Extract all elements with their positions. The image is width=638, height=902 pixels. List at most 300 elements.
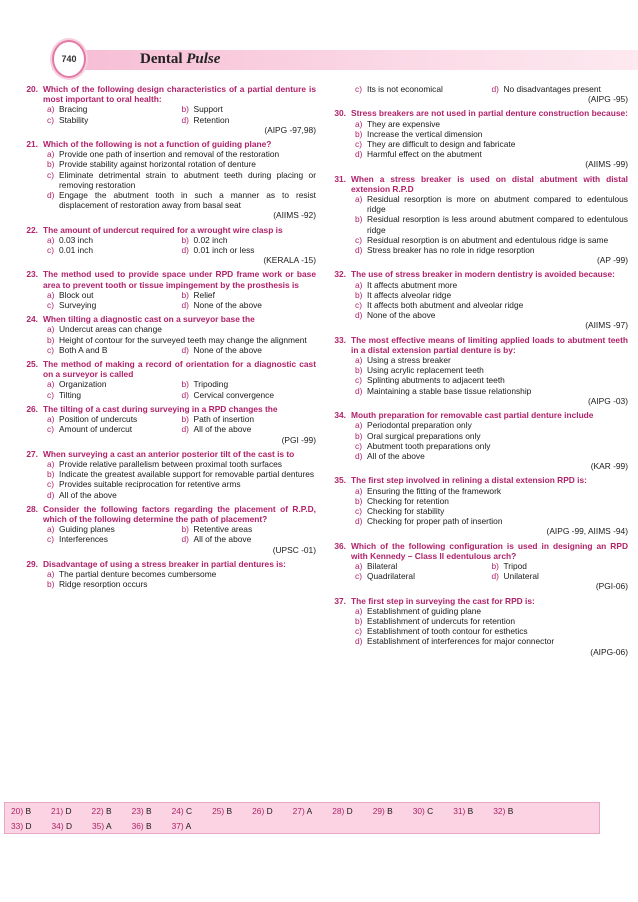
option-letter: c) — [355, 440, 362, 451]
answer-number: 35) — [92, 820, 105, 831]
option — [47, 345, 182, 355]
option-text: Tripod — [503, 560, 527, 571]
question-text: Disadvantage of using a stress breaker in partial dentures is: — [43, 558, 286, 569]
answer-cell — [86, 806, 112, 816]
answer-value: B — [507, 805, 514, 816]
page-header — [0, 38, 638, 78]
option — [351, 149, 628, 159]
question-text: The use of stress breaker in modern dentistry is avoided because: — [351, 269, 615, 280]
exam-source: (AP -99) — [596, 255, 628, 266]
answer-cell — [126, 806, 152, 816]
option — [355, 561, 492, 571]
question-text: The amount of undercut required for a wrought wire clasp is — [43, 224, 283, 235]
option-letter: b) — [47, 469, 55, 480]
option — [355, 84, 492, 94]
option-text: 0.03 inch — [59, 234, 93, 245]
question-text: The first step in surveying the cast for RPD is: — [351, 595, 535, 606]
option — [47, 235, 182, 245]
question-body — [43, 225, 316, 266]
option-text: It affects both abutment and alveolar ridge — [367, 300, 524, 311]
question-body — [351, 335, 628, 406]
question-body — [43, 504, 316, 555]
option — [351, 441, 628, 451]
question-text: The first step involved in relining a distal extension RPD is: — [351, 475, 587, 486]
option-text: Its is not economical — [367, 84, 443, 94]
option — [351, 300, 628, 310]
option-text: Establishment of tooth contour for esthetics — [367, 626, 528, 637]
option — [351, 451, 628, 461]
answer-row — [5, 818, 599, 833]
option-text: It affects alveolar ridge — [367, 289, 452, 300]
option-text: The partial denture becomes cumbersome — [59, 568, 217, 579]
option-letter: b) — [47, 579, 55, 590]
question-item — [324, 84, 628, 104]
option-letter: c) — [355, 626, 362, 637]
question-text: The method of making a record of orientation for a diagnostic cast on a surveyor is called — [43, 359, 316, 380]
option-text: Eliminate detrimental strain to abutment teeth during placing or removing restoration — [59, 169, 316, 190]
answer-value: B — [387, 805, 393, 816]
option-letter: c) — [47, 245, 54, 256]
answer-value: A — [105, 820, 112, 831]
question-body — [43, 314, 316, 355]
option-text: No disadvantages present — [503, 84, 601, 94]
page-number: 740 — [61, 54, 77, 64]
option-text: Provide one path of insertion and removal of the restoration — [59, 149, 280, 160]
option — [47, 524, 182, 534]
question-number: 36. — [334, 540, 346, 551]
option-text: Ensuring the fitting of the framework — [367, 485, 502, 496]
option — [351, 365, 628, 375]
question-item — [16, 269, 316, 310]
answer-number: 33) — [11, 820, 24, 831]
option-text: They are expensive — [367, 118, 441, 129]
exam-source: (AIIMS -97) — [585, 320, 628, 331]
option — [351, 606, 628, 616]
question-body — [43, 84, 316, 135]
question-body — [351, 269, 628, 330]
exam-source: (AIPG -95) — [587, 94, 628, 105]
answer-cell — [126, 821, 152, 831]
option-row — [43, 104, 316, 114]
question-item — [16, 139, 316, 221]
option-text: Unilateral — [503, 571, 539, 582]
option-text: Tripoding — [193, 379, 229, 390]
option — [351, 129, 628, 139]
answer-value: C — [427, 805, 434, 816]
option-text: Tilting — [59, 389, 82, 400]
option-text: Provide stability against horizontal rotation of denture — [59, 159, 256, 170]
option-text: Ridge resorption occurs — [59, 579, 148, 590]
question-number: 29. — [26, 558, 38, 569]
option-row — [43, 390, 316, 400]
answer-number: 37) — [171, 820, 184, 831]
option — [492, 84, 629, 94]
option — [182, 300, 317, 310]
option-text: Increase the vertical dimension — [367, 128, 483, 139]
option-text: Path of insertion — [193, 414, 255, 425]
option-row — [43, 345, 316, 355]
question-body — [43, 359, 316, 400]
option-letter: c) — [355, 571, 362, 582]
question-text: Consider the following factors regarding the placement of R.P.D, which of the following determine the path of placement? — [43, 503, 316, 524]
answer-value: B — [467, 805, 474, 816]
option — [351, 626, 628, 636]
answer-cell — [86, 821, 112, 831]
option-row — [43, 379, 316, 389]
option-text: Stress breaker has no role in ridge resorption — [367, 245, 535, 256]
option-letter: b) — [355, 289, 363, 300]
question-body — [43, 404, 316, 445]
option — [43, 479, 316, 489]
option-text: Both A and B — [59, 344, 108, 355]
option-text: Checking for retention — [367, 495, 449, 506]
question-body — [43, 139, 316, 221]
question-item — [16, 504, 316, 555]
option-letter: c) — [47, 114, 54, 125]
question-item — [16, 84, 316, 135]
question-body — [351, 84, 628, 104]
option — [43, 335, 316, 345]
option-letter: b) — [355, 128, 363, 139]
question-body — [43, 449, 316, 500]
option-letter: c) — [355, 84, 362, 94]
option-text: Establishment of interferences for major connector — [367, 636, 555, 647]
option-row — [351, 84, 628, 94]
option-row — [351, 571, 628, 581]
option — [43, 469, 316, 479]
option-text: Height of contour for the surveyed teeth may change the alignment — [59, 334, 307, 345]
answer-cell — [287, 806, 313, 816]
question-item — [324, 174, 628, 266]
exam-source: (AIPG -97,98) — [264, 124, 316, 135]
option-letter: d) — [491, 84, 499, 94]
option-letter: d) — [491, 571, 499, 582]
option — [182, 235, 317, 245]
answer-value: D — [65, 805, 72, 816]
option-letter: a) — [355, 194, 363, 205]
option — [182, 534, 317, 544]
option — [43, 490, 316, 500]
option-letter: c) — [47, 389, 54, 400]
option-text: Bracing — [59, 104, 88, 115]
option — [47, 245, 182, 255]
option-letter: d) — [355, 636, 363, 647]
option — [43, 569, 316, 579]
option-letter: c) — [355, 234, 362, 245]
option-letter: b) — [181, 379, 189, 390]
option-text: Position of undercuts — [59, 414, 138, 425]
option-letter: a) — [355, 420, 363, 431]
option-letter: d) — [355, 310, 363, 321]
question-item — [16, 449, 316, 500]
option-letter: c) — [355, 300, 362, 311]
option-text: Maintaining a stable base tissue relationship — [367, 385, 532, 396]
option — [351, 194, 628, 214]
exam-source: (KAR -99) — [590, 461, 628, 472]
option — [351, 235, 628, 245]
option-text: 0.01 inch — [59, 245, 93, 256]
answer-value: D — [25, 820, 32, 831]
question-item — [324, 475, 628, 536]
option — [43, 324, 316, 334]
option-text: 0.01 inch or less — [193, 245, 255, 256]
option — [182, 345, 317, 355]
option-letter: a) — [47, 379, 55, 390]
answer-cell — [166, 806, 193, 816]
question-body — [43, 559, 316, 590]
answer-value: D — [65, 820, 72, 831]
question-item — [324, 541, 628, 592]
option-text: Splinting abutments to adjacent teeth — [367, 375, 505, 386]
option — [47, 300, 182, 310]
option — [43, 149, 316, 159]
question-body — [351, 541, 628, 592]
right-column — [324, 84, 628, 661]
option-letter: d) — [181, 245, 189, 256]
question-item — [324, 269, 628, 330]
option — [351, 355, 628, 365]
option-row — [43, 245, 316, 255]
option — [47, 534, 182, 544]
option — [47, 424, 182, 434]
answer-value: A — [185, 820, 192, 831]
option-letter: b) — [181, 414, 189, 425]
option — [43, 170, 316, 190]
question-text: When tilting a diagnostic cast on a surveyor base the — [43, 314, 255, 325]
answer-row — [5, 803, 599, 818]
option-letter: b) — [355, 615, 363, 626]
option-text: Amount of undercut — [59, 424, 133, 435]
option — [351, 375, 628, 385]
exam-source: (UPSC -01) — [272, 544, 316, 555]
question-number: 20. — [26, 84, 38, 94]
option-letter: c) — [47, 300, 54, 311]
answer-key — [4, 802, 600, 834]
answer-value: B — [146, 805, 152, 816]
question-body — [351, 475, 628, 536]
answer-cell — [487, 806, 513, 816]
answer-value: D — [346, 805, 353, 816]
answer-number: 30) — [412, 805, 425, 816]
question-number: 35. — [334, 475, 346, 486]
question-number: 22. — [26, 224, 38, 235]
question-number: 33. — [334, 334, 346, 345]
question-item — [324, 596, 628, 657]
option-text: Retention — [193, 114, 230, 125]
option — [351, 486, 628, 496]
option-text: Provides suitable reciprocation for retentive arms — [59, 479, 241, 490]
answer-value: B — [105, 805, 112, 816]
question-body — [43, 269, 316, 310]
answer-value: D — [266, 805, 273, 816]
answer-number: 20) — [11, 805, 24, 816]
option-row — [43, 115, 316, 125]
answer-cell — [447, 806, 473, 816]
page-number-badge — [52, 40, 86, 78]
option — [351, 386, 628, 396]
question-text: Which of the following configuration is used in designing an RPD with Kennedy – Class II edentulous arch? — [351, 540, 628, 561]
option-text: None of the above — [193, 300, 262, 311]
option-letter: b) — [181, 234, 189, 245]
question-text: The method used to provide space under RPD frame work or base area to prevent tooth or tissue impingement by the prosthesis is — [43, 269, 316, 290]
option — [47, 115, 182, 125]
option — [47, 390, 182, 400]
option-letter: a) — [355, 279, 363, 290]
answer-number: 26) — [252, 805, 265, 816]
option-letter: a) — [47, 234, 55, 245]
option-text: Checking for stability — [367, 505, 445, 516]
option-row — [351, 561, 628, 571]
question-number: 21. — [26, 139, 38, 150]
question-body — [351, 596, 628, 657]
option-letter: a) — [47, 324, 55, 335]
question-number: 26. — [26, 403, 38, 414]
answer-cell — [166, 821, 192, 831]
option — [182, 245, 317, 255]
answer-number: 36) — [131, 820, 144, 831]
option — [351, 290, 628, 300]
question-text: Stress breakers are not used in partial denture construction because: — [351, 108, 628, 119]
option-letter: b) — [181, 289, 189, 300]
option-text: Retentive areas — [193, 524, 253, 535]
question-text: Which of the following is not a function of guiding plane? — [43, 139, 272, 150]
option-text: Using acrylic replacement teeth — [367, 365, 484, 376]
answer-number: 24) — [171, 805, 184, 816]
option-letter: c) — [47, 534, 54, 545]
option-letter: c) — [47, 424, 54, 435]
option-letter: d) — [181, 114, 189, 125]
answer-cell — [367, 806, 393, 816]
question-text: The most effective means of limiting applied loads to abutment teeth in a distal extension partial denture is by: — [351, 334, 628, 355]
option-letter: d) — [181, 424, 189, 435]
question-number: 23. — [26, 269, 38, 280]
option-letter: a) — [355, 118, 363, 129]
question-item — [324, 410, 628, 471]
option-letter: a) — [355, 560, 363, 571]
exam-source: (KERALA -15) — [263, 255, 316, 266]
option-text: None of the above — [193, 344, 262, 355]
option — [43, 190, 316, 210]
option-text: Checking for proper path of insertion — [367, 516, 503, 527]
answer-number: 29) — [372, 805, 385, 816]
answer-number: 27) — [292, 805, 305, 816]
option-letter: d) — [355, 385, 363, 396]
option — [182, 104, 317, 114]
option-text: Engage the abutment tooth in such a manner as to resist displacement of restoration away from basal seat — [59, 190, 316, 211]
option-letter: d) — [181, 534, 189, 545]
option-text: Periodontal preparation only — [367, 420, 472, 431]
answer-number: 22) — [91, 805, 104, 816]
option — [43, 159, 316, 169]
left-column — [16, 84, 316, 593]
option — [47, 290, 182, 300]
answer-number: 32) — [493, 805, 506, 816]
question-number: 28. — [26, 503, 38, 514]
option-text: Establishment of guiding plane — [367, 605, 482, 616]
option — [355, 571, 492, 581]
option-letter: d) — [47, 489, 55, 500]
option-letter: a) — [355, 605, 363, 616]
option — [182, 524, 317, 534]
question-text: When surveying a cast an anterior posterior tilt of the cast is to — [43, 448, 295, 459]
option-letter: b) — [355, 365, 363, 376]
question-item — [324, 335, 628, 406]
option-letter: a) — [355, 485, 363, 496]
option-letter: c) — [47, 344, 54, 355]
question-number: 32. — [334, 269, 346, 280]
option-letter: d) — [181, 300, 189, 311]
option-letter: b) — [355, 430, 363, 441]
option-text: Undercut areas can change — [59, 324, 162, 335]
answer-number: 31) — [453, 805, 466, 816]
question-body — [351, 410, 628, 471]
option-text: Surveying — [59, 300, 97, 311]
option-text: Guiding planes — [59, 524, 115, 535]
answer-value: C — [186, 805, 193, 816]
exam-source: (AIPG -99, AIIMS -94) — [546, 526, 628, 537]
option — [351, 636, 628, 646]
exam-source: (AIIMS -99) — [585, 159, 628, 170]
option-text: Interferences — [59, 534, 108, 545]
brand-title: Dental Pulse — [140, 51, 221, 67]
option-text: Abutment tooth preparations only — [367, 440, 491, 451]
option-letter: b) — [181, 104, 189, 115]
option-row — [43, 424, 316, 434]
question-number: 37. — [334, 595, 346, 606]
answer-cell — [326, 806, 353, 816]
question-item — [16, 225, 316, 266]
exam-source: (PGI -99) — [281, 434, 316, 445]
option — [47, 414, 182, 424]
option-letter: b) — [47, 159, 55, 170]
option — [182, 414, 317, 424]
question-number: 24. — [26, 314, 38, 325]
exam-source: (AIIMS -92) — [273, 210, 316, 221]
option — [351, 616, 628, 626]
option — [43, 579, 316, 589]
option-letter: b) — [355, 214, 363, 225]
option — [351, 420, 628, 430]
option-letter: d) — [355, 245, 363, 256]
option-text: They are difficult to design and fabricate — [367, 139, 516, 150]
option-letter: a) — [47, 149, 55, 160]
option-text: Organization — [59, 379, 107, 390]
answer-cell — [206, 806, 232, 816]
answer-cell — [45, 806, 72, 816]
option-text: Residual resorption is less around abutment compared to edentulous ridge — [367, 214, 628, 235]
question-number: 25. — [26, 359, 38, 370]
option-text: Relief — [193, 289, 215, 300]
answer-number: 23) — [131, 805, 144, 816]
option — [351, 214, 628, 234]
option — [182, 115, 317, 125]
option — [182, 424, 317, 434]
answer-number: 34) — [51, 820, 64, 831]
question-number: 31. — [334, 173, 346, 184]
option-row — [43, 534, 316, 544]
option-letter: a) — [47, 414, 55, 425]
option-letter: d) — [47, 190, 55, 201]
option-text: Indicate the greatest available support for removable partial dentures — [59, 469, 315, 480]
option-letter: b) — [491, 560, 499, 571]
question-text: Mouth preparation for removable cast partial denture include — [351, 410, 594, 421]
option — [43, 459, 316, 469]
question-text: The tilting of a cast during surveying in a RPD changes the — [43, 403, 278, 414]
option-text: Harmful effect on the abutment — [367, 149, 482, 160]
option-letter: d) — [181, 389, 189, 400]
question-item — [16, 314, 316, 355]
option-text: Oral surgical preparations only — [367, 430, 481, 441]
